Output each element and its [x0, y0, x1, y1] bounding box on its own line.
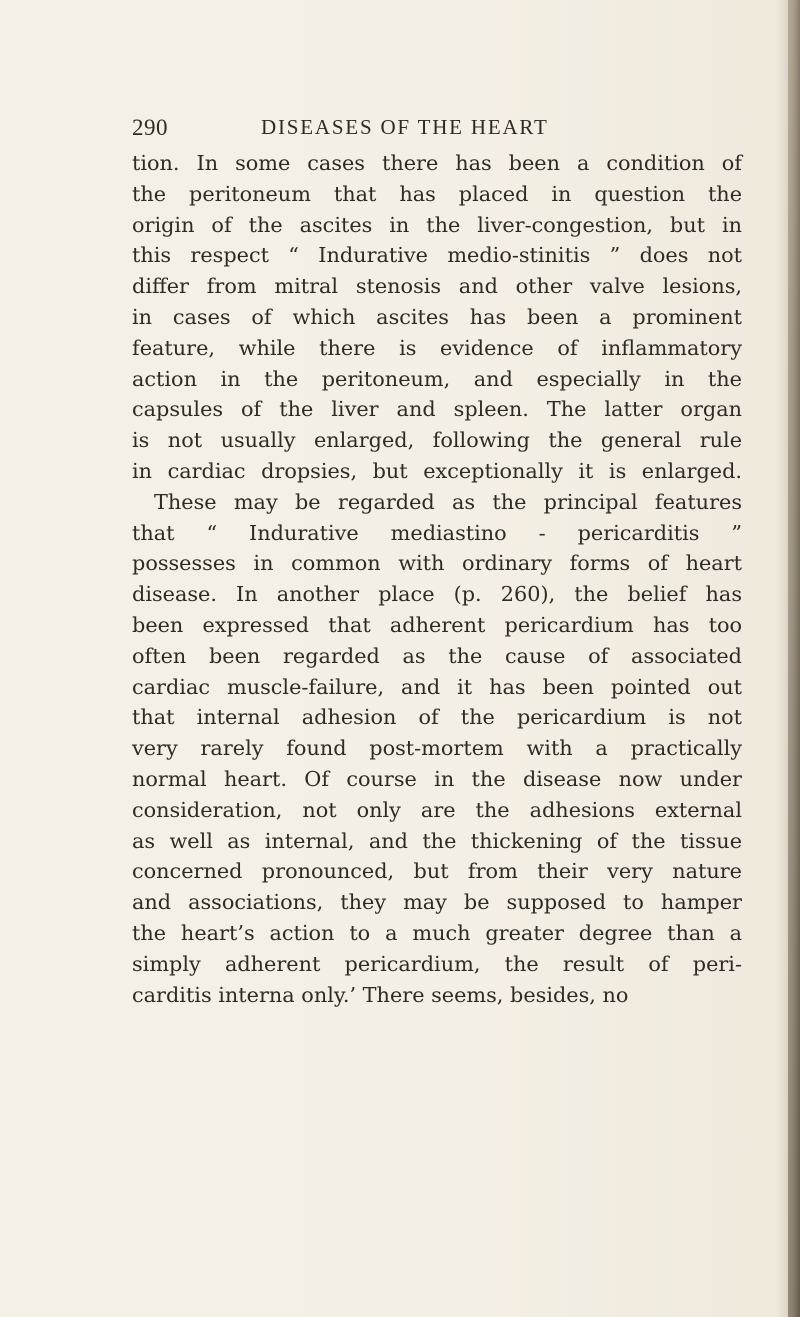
text-line: this respect “ Indurative medio-stinitis ” does not: [132, 243, 742, 268]
text-line: concerned pronounced, but from their very nature: [132, 859, 742, 884]
page-number: 290: [132, 115, 168, 140]
text-line: normal heart. Of course in the disease now under: [132, 766, 742, 791]
text-line: origin of the ascites in the liver-congestion, but in: [132, 212, 742, 237]
page-header: [132, 115, 740, 145]
text-line: very rarely found post-mortem with a practically: [132, 736, 742, 761]
text-line: that internal adhesion of the pericardium is not: [132, 705, 742, 730]
text-line: in cardiac dropsies, but exceptionally it is enlarged.: [132, 458, 742, 483]
body-text: [132, 148, 742, 1010]
text-line: as well as internal, and the thickening of the tissue: [132, 828, 742, 853]
text-line: carditis interna only.’ There seems, besides, no: [132, 982, 629, 1007]
text-line: possesses in common with ordinary forms of heart: [132, 551, 742, 576]
text-line: cardiac muscle-failure, and it has been pointed out: [132, 674, 742, 699]
text-line: feature, while there is evidence of inflammatory: [132, 335, 742, 360]
page-binding-edge: [788, 0, 800, 1317]
text-line: been expressed that adherent pericardium has too: [132, 612, 742, 637]
text-line: capsules of the liver and spleen. The latter organ: [132, 397, 742, 422]
text-line: the heart’s action to a much greater degree than a: [132, 920, 742, 945]
running-title: DISEASES OF THE HEART: [261, 115, 549, 139]
text-line: action in the peritoneum, and especially in the: [132, 366, 742, 391]
text-line: the peritoneum that has placed in question the: [132, 181, 742, 206]
text-line: These may be regarded as the principal features: [154, 489, 742, 514]
text-line: is not usually enlarged, following the general rule: [132, 428, 742, 453]
text-line: tion. In some cases there has been a condition of: [132, 151, 742, 175]
text-line: simply adherent pericardium, the result of peri-: [132, 951, 742, 976]
text-line: in cases of which ascites has been a prominent: [132, 304, 742, 329]
text-line: often been regarded as the cause of associated: [132, 643, 742, 668]
text-line: and associations, they may be supposed to hamper: [132, 890, 742, 915]
text-line: consideration, not only are the adhesions external: [132, 797, 742, 822]
text-line: differ from mitral stenosis and other valve lesions,: [132, 274, 742, 299]
text-line: that “ Indurative mediastino - pericarditis ”: [132, 520, 742, 545]
text-line: disease. In another place (p. 260), the belief has: [132, 582, 742, 607]
